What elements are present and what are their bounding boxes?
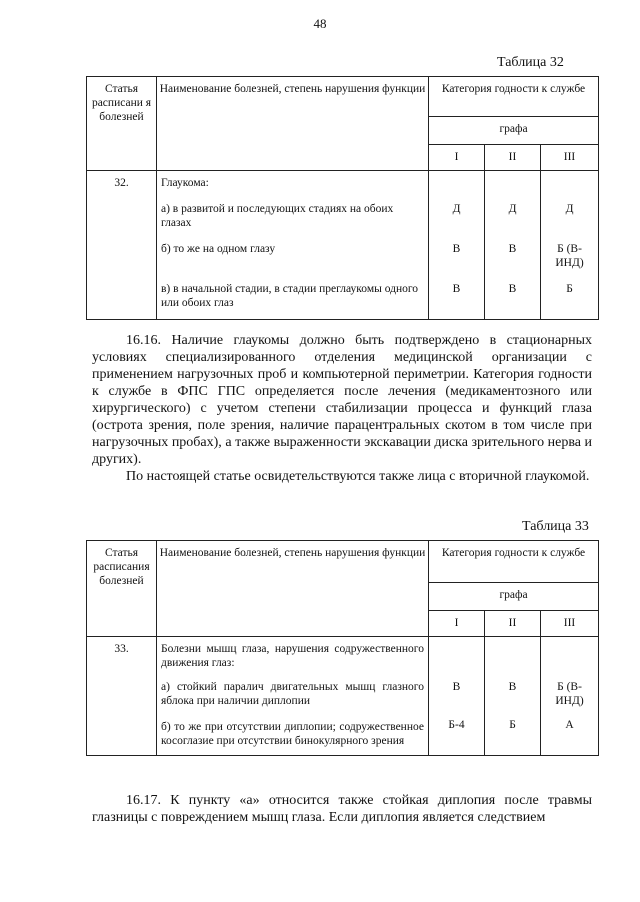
table-32-item-b: б) то же на одном глазу [161,243,276,255]
table-32-b-col1: В [452,243,461,255]
table-33-item-b: б) то же при отсутствии диплопии; содружественное косоглазие при отсутствии бинокулярного зрения [161,721,424,747]
table-33-article-number: 33. [87,637,157,756]
table-33-a-col2: В [508,681,517,693]
table-32-item-a: а) в развитой и последующих стадиях на обоих глазах [161,203,394,229]
table-32-item-c: в) в начальной стадии, в стадии преглаукомы одного или обоих глаз [161,283,419,309]
table-32-col-1: I [429,145,485,171]
table-32-header-category: Категория годности к службе [429,77,599,117]
table-33-b-col2: Б [509,719,516,731]
table-32-b-col3: Б (В-ИНД) [555,243,584,269]
page-number: 48 [313,16,327,31]
table-33-b-col1: Б-4 [448,719,465,731]
table-33-item-a: а) стойкий паралич двигательных мышц глазного яблока при наличии диплопии [161,681,424,707]
table-33-body-row [87,637,599,756]
table-32-article-number: 32. [87,171,157,320]
table-32-caption: Таблица 32 [497,55,564,70]
table-33-header-grafa: графа [429,583,599,611]
table-32-a-col3: Д [565,203,574,215]
table-32-header-grafa: графа [429,117,599,145]
table-33-header-article: Статья расписания болезней [87,541,157,637]
table-33-b-col3: А [565,719,574,731]
table-33-a-col3: Б (В-ИНД) [555,681,584,707]
table-33-col-3: III [541,611,599,637]
table-33-title: Болезни мышц глаза, нарушения содружественного движения глаз: [161,643,424,669]
table-32-a-col2: Д [508,203,517,215]
table-32-a-col1: Д [452,203,461,215]
table-32-c-col3: Б [566,283,573,295]
table-33-caption: Таблица 33 [522,519,589,534]
table-32-b-col2: В [508,243,517,255]
table-33-col-1: I [429,611,485,637]
paragraph-secondary-glaucoma: По настоящей статье освидетельствуются также лица с вторичной глаукомой. [126,469,590,484]
table-33-header-category: Категория годности к службе [429,541,599,583]
paragraph-16-17 [92,792,592,826]
paragraph-16-17-text: 16.17. К пункту «а» относится также стойкая диплопия после травмы глазницы с повреждением мышц глаза. Если диплопия является следствием [92,793,592,825]
table-32-body-row [87,171,599,320]
table-33-col-2: II [485,611,541,637]
table-32-col-2: II [485,145,541,171]
table-32 [86,76,599,320]
table-32-c-col1: В [452,283,461,295]
table-32-title: Глаукома: [161,177,209,189]
table-32-header-name: Наименование болезней, степень нарушения функции [157,77,429,171]
table-33-header-name: Наименование болезней, степень нарушения функции [157,541,429,637]
table-33 [86,540,599,756]
paragraph-16-16-text: 16.16. Наличие глаукомы должно быть подтверждено в стационарных условиях специализированного отделения медицинской организации с применением нагрузочных проб и компьютерной периметрии. Категория годности к службе в ФПС ГПС определяется после лечения (медикаментозного или хирургического) с учетом степени стабилизации процесса и функций глаза (острота зрения, поле зрения, наличие парацентральных скотом в том числе при нагрузочных пробах), а также выраженности экскавации диска зрительного нерва и других). [92,333,592,467]
table-32-header-article: Статья расписани я болезней [87,77,157,171]
paragraph-16-16 [92,332,592,485]
table-32-col-3: III [541,145,599,171]
table-33-a-col1: В [452,681,461,693]
table-32-c-col2: В [508,283,517,295]
